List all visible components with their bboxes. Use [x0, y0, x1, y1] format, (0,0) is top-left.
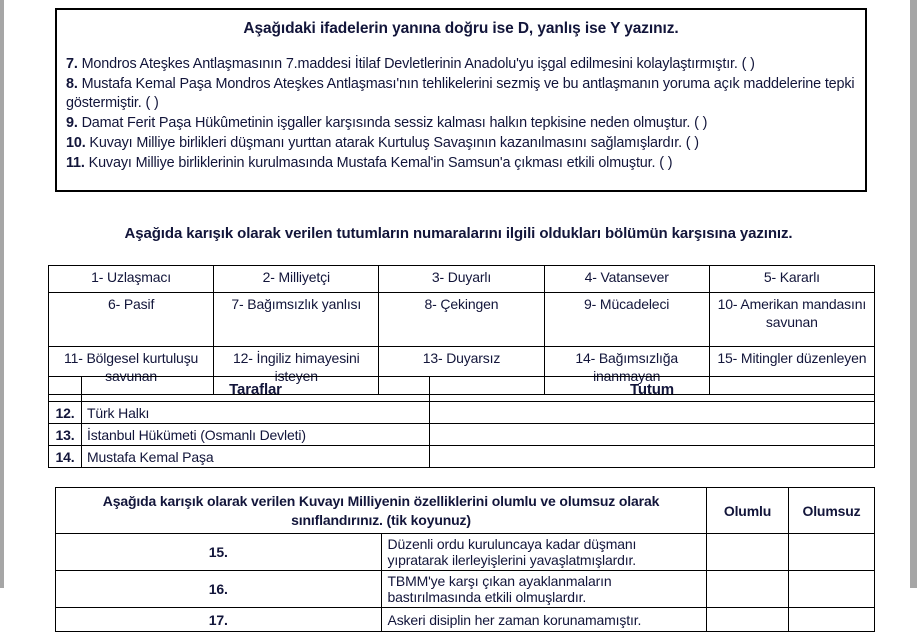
- feature-text: Düzenli ordu kuruluncaya kadar düşmanı yıpratarak ilerleyişlerini yavaşlatmışlardır.: [381, 534, 707, 571]
- item-number: 8.: [66, 75, 78, 92]
- item-number: 10.: [66, 135, 86, 152]
- attitude-cell: 2- Milliyetçi: [214, 266, 379, 293]
- attitude-cell: 13- Duyarsız: [379, 347, 544, 395]
- attitude-cell: 11- Bölgesel kurtuluşu savunan: [49, 347, 214, 395]
- true-false-title: Aşağıdaki ifadelerin yanına doğru ise D, yanlış ise Y yazınız.: [243, 20, 679, 37]
- attitude-cell: 5- Kararlı: [709, 266, 874, 293]
- row-number: 16.: [56, 571, 382, 608]
- attitude-cell: 7- Bağımsızlık yanlısı: [214, 293, 379, 347]
- attitude-cell: 10- Amerikan mandasını savunan: [709, 293, 874, 347]
- row-number: 14.: [49, 446, 82, 468]
- positive-checkbox-cell[interactable]: [707, 571, 789, 608]
- corner-cell: [49, 377, 82, 402]
- item-text: Kuvayı Milliye birliklerinin kurulmasında Mustafa Kemal'in Samsun'a çıkması etkili olmuştur. ( ): [88, 155, 673, 172]
- column-header-negative: Olumsuz: [789, 488, 875, 534]
- feature-text: TBMM'ye karşı çıkan ayaklanmaların bastırılmasında etkili olmuşlardır.: [381, 571, 707, 608]
- attitude-answer-field[interactable]: [430, 424, 875, 446]
- feature-text: Askeri disiplin her zaman korunamamıştır.: [381, 608, 707, 632]
- attitude-cell: 3- Duyarlı: [379, 266, 544, 293]
- negative-checkbox-cell[interactable]: [789, 534, 875, 571]
- table-row: [49, 424, 875, 446]
- classify-instruction: Aşağıda karışık olarak verilen Kuvayı Milliyenin özelliklerini olumlu ve olumsuz olarak sınıflandırınız. (tik koyunuz): [56, 488, 707, 534]
- positive-checkbox-cell[interactable]: [707, 534, 789, 571]
- positive-checkbox-cell[interactable]: [707, 608, 789, 632]
- row-number: 13.: [49, 424, 82, 446]
- classify-table: [55, 487, 875, 632]
- column-header-positive: Olumlu: [707, 488, 789, 534]
- item-text: Mustafa Kemal Paşa Mondros Ateşkes Antlaşması'nın tehlikelerini sezmiş ve bu antlaşmanın yoruma açık maddelerine tepki göstermiştir. ( ): [66, 75, 855, 111]
- attitude-cell: 9- Mücadeleci: [544, 293, 709, 347]
- true-false-list: [66, 55, 857, 174]
- true-false-item: [66, 75, 857, 113]
- row-number: 15.: [56, 534, 382, 571]
- attitude-cell: 6- Pasif: [49, 293, 214, 347]
- item-text: Mondros Ateşkes Antlaşmasının 7.maddesi İtilaf Devletlerinin Anadolu'yu işgal edilmesini kolaylaştırmıştır. ( ): [81, 55, 755, 72]
- party-name: Türk Halkı: [82, 402, 430, 424]
- table-row: [49, 402, 875, 424]
- attitude-cell: 8- Çekingen: [379, 293, 544, 347]
- parties-attitude-table: [48, 376, 875, 468]
- page-edge-left: [0, 0, 4, 588]
- negative-checkbox-cell[interactable]: [789, 608, 875, 632]
- table-row: [49, 293, 875, 347]
- party-name: İstanbul Hükümeti (Osmanlı Devleti): [82, 424, 430, 446]
- item-number: 11.: [66, 155, 85, 172]
- true-false-item: [66, 154, 857, 173]
- attitude-answer-field[interactable]: [430, 402, 875, 424]
- party-name: Mustafa Kemal Paşa: [82, 446, 430, 468]
- attitude-cell: 12- İngiliz himayesini isteyen: [214, 347, 379, 395]
- attitude-cell: 14- Bağımsızlığa inanmayan: [544, 347, 709, 395]
- negative-checkbox-cell[interactable]: [789, 571, 875, 608]
- table-row: [56, 534, 875, 571]
- page-edge-right: [910, 0, 917, 588]
- attitude-answer-field[interactable]: [430, 446, 875, 468]
- row-number: 17.: [56, 608, 382, 632]
- true-false-item: [66, 134, 857, 153]
- attitude-cell: 15- Mitingler düzenleyen: [709, 347, 874, 395]
- attitude-cell: 4- Vatansever: [544, 266, 709, 293]
- true-false-item: [66, 114, 857, 133]
- table-header-row: [49, 377, 875, 402]
- item-number: 7.: [66, 55, 78, 72]
- table-row: [49, 266, 875, 293]
- row-number: 12.: [49, 402, 82, 424]
- table-row: [56, 608, 875, 632]
- table-row: [49, 446, 875, 468]
- table-row: [56, 571, 875, 608]
- table-header-row: [56, 488, 875, 534]
- item-number: 9.: [66, 115, 78, 132]
- column-header-parties: Taraflar: [82, 377, 430, 402]
- column-header-attitude: Tutum: [430, 377, 875, 402]
- match-section-instruction: Aşağıda karışık olarak verilen tutumların numaralarını ilgili oldukları bölümün karşısına yazınız.: [124, 225, 793, 242]
- true-false-section: [55, 8, 867, 192]
- item-text: Kuvayı Milliye birlikleri düşmanı yurttan atarak Kurtuluş Savaşının kazanılmasını sağlamışlardır. ( ): [89, 135, 699, 152]
- true-false-item: [66, 55, 857, 74]
- attitude-cell: 1- Uzlaşmacı: [49, 266, 214, 293]
- item-text: Damat Ferit Paşa Hükûmetinin işgaller karşısında sessiz kalması halkın tepkisine neden olmuştur. ( ): [81, 115, 708, 132]
